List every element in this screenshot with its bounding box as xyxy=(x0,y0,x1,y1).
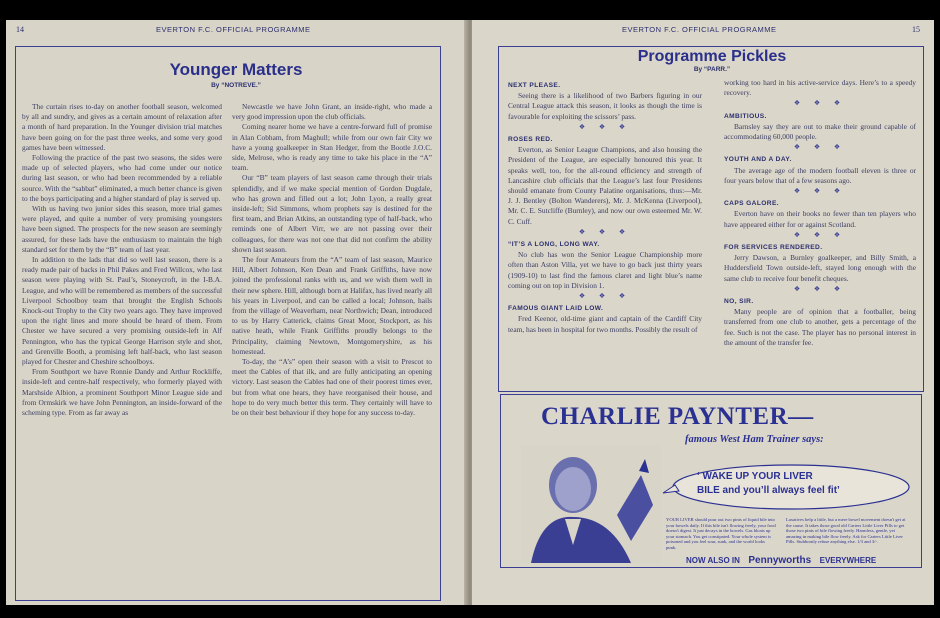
pickles-byline: By “PARR.” xyxy=(693,66,731,73)
star-divider: ❖ ❖ ❖ xyxy=(793,187,847,196)
article-column-2 xyxy=(232,102,432,418)
item-heading: NEXT PLEASE. xyxy=(508,82,561,89)
ad-body-left: YOUR LIVER should pour out two pints of liquid bile into your bowels daily. If this bile isn't flowing freely, your food doesn't digest. It just decays in the bowels. Gas bloats up your stomach. You get constipated. Your whole system is poisoned and you feel sour, sunk, and the world looks punk. xyxy=(666,517,776,550)
item-text: No club has won the Senior League Championship more often than Aston Villa, yet we have to go back just thirty years (1909-10) to last find the famous claret and light blue’s name coming out on top in Division 1. xyxy=(508,250,702,290)
item-heading: AMBITIOUS. xyxy=(724,112,767,120)
star-divider: ❖ ❖ ❖ xyxy=(578,227,632,236)
programme-spread xyxy=(6,20,934,605)
right-page xyxy=(472,20,934,605)
item-text: Seeing there is a likelihood of two Barbers figuring in our Central League attack this season, it looks as though the time is favourable for exploiting the scissors’ pass. xyxy=(508,91,702,121)
ad-footer-now: NOW ALSO IN xyxy=(686,556,740,565)
item-text: Everton, as Senior League Champions, and also housing the President of the League, are especially honoured this year. It speaks well, too, for the all-round efficiency and strength of Lancashire club officials that the League’s last four Presidents should emanate from County Palatine organisations, thus:—Mr. J. J. Bentley (Bolton Wanderers), Mr. J. McKenna (Liverpool), Mr. C. E. Sutcliffe (Burnley), and now our own esteemed Mr. W. C. Cuff. xyxy=(508,145,702,226)
item-heading: NO, SIR. xyxy=(724,298,754,306)
pickles-column-1 xyxy=(508,78,702,335)
page-number-left: 14 xyxy=(16,25,24,34)
pickles-title: Programme Pickles xyxy=(637,48,787,65)
ad-subheadline: famous West Ham Trainer says: xyxy=(685,434,824,445)
speech-line-1: ‘ WAKE UP YOUR LIVER xyxy=(697,471,813,482)
item-heading: YOUTH AND A DAY. xyxy=(724,156,792,164)
item-text: Barnsley say they are out to make their ground capable of accommodating 60,000 people. xyxy=(724,121,916,142)
paragraph: The curtain rises to-day on another football season, welcomed by all and sundry, and gives as a certain amount of relaxation after a month of hard preparation. In the Younger division trial matches have been going on for the past three weeks, and some very good games have been witnessed. xyxy=(22,102,222,152)
star-divider: ❖ ❖ ❖ xyxy=(793,230,847,239)
paragraph: Coming nearer home we have a centre-forward full of promise in Alan Cobham, from Maghull; while from our own fair City we have a young goalkeeper in Stan Hedger, from the Bootle J.O.C. side, Melrose, who is ready any time to take his place in the “A” team. xyxy=(232,122,432,173)
star-divider: ❖ ❖ ❖ xyxy=(793,284,847,293)
star-divider: ❖ ❖ ❖ xyxy=(578,292,632,301)
left-page xyxy=(6,20,468,605)
running-head-left: EVERTON F.C. OFFICIAL PROGRAMME xyxy=(156,25,311,34)
paragraph: From Southport we have Ronnie Dandy and Arthur Rockliffe, inside-left and centre-half respectively, who formerly played with Marshside Albion, a prominent Southport Minor League side and from Ormskirk we have John Pennington, an inside-forward of the scheming type. From as far away as xyxy=(22,367,222,418)
ad-footer-everywhere: EVERYWHERE xyxy=(819,556,877,565)
article-column-1 xyxy=(22,102,222,418)
paragraph: To-day, the “A’s” open their season with a visit to Prescot to meet the Cables of that ilk, and are fully anticipating an opening victory. Last season the Cables had one of their poorest times ever, but from what one hears, they have reorganised their house, and hope to do very much better this term. They certainly will have to be on their best behaviour if they hope for any success to-day. xyxy=(232,357,432,418)
paragraph: Newcastle we have John Grant, an inside-right, who made a very good impression upon the club officials. xyxy=(232,102,432,122)
speech-line-2: BILE and you’ll always feel fit’ xyxy=(697,485,840,496)
article-title: Younger Matters xyxy=(169,60,303,79)
item-text: Fred Keenor, old-time giant and captain of the Cardiff City team, has been in hospital for two months. Possibly the result of xyxy=(508,314,702,334)
speech-text xyxy=(697,470,840,498)
item-text: Many people are of opinion that a footballer, being transferred from one club to another, gets a percentage of the fee. Such is not the case. The player has no personal interest in the amount of the transfer fee. xyxy=(724,307,916,347)
star-divider: ❖ ❖ ❖ xyxy=(578,122,632,131)
paragraph: In addition to the lads that did so well last season, there is a ready made pair of backs in Phil Pakes and Fred Willcox, who last season were playing with St. Paul’s, Stoneycroft, in the I-B.A. League, and who will be remembered as members of the successful Liverpool Schoolboy team that brought the English Schools Knock-out Trophy to the City two years ago. They have improved upon the right lines and more should be heard of them. From Chester we have secured a very promising outside-left in Alf Pennington, who has the typical George Harrison style and shot, and Grenville Booth, a promising left half-back, who last season played for Chester and Cheshire schoolboys. xyxy=(22,255,222,367)
advertisement xyxy=(500,394,922,568)
paragraph: The four Amateurs from the “A” team of last season, Maurice Hill, Albert Johnson, Ken Dean and Frank Griffiths, have now joined the professional ranks with us, and we wish them well in their new sphere. Hill, although born at Halifax, has lived nearly all his years in Liverpool, and can be called a local; Johnson, hails from the village of Weaverham, near Northwich; Dean, introduced to us by Harry Catterick, claims Great Moor, Stockport, as his native heath, while Frank Griffiths proudly belongs to the Principality, claiming Newtown, Montgomeryshire, as his homestead. xyxy=(232,255,432,356)
page-number-right: 15 xyxy=(912,25,920,34)
item-heading: FOR SERVICES RENDERED. xyxy=(724,244,823,252)
ad-footer xyxy=(686,550,876,568)
ad-headline: CHARLIE PAYNTER— xyxy=(541,403,814,430)
paragraph: Following the practice of the past two seasons, the sides were made up of selected players, who had come under our notice during last season, or who had been recommended by a reliable source. With the “sabbat” eliminated, a much better chance is given to the boys participating and a higher standard of play is served up. xyxy=(22,153,222,203)
ad-body-right: Laxatives help a little, but a mere bowel movement doesn't get at the cause. It takes those good old Carters Little Liver Pills to get those two pints of bile flowing freely. Harmless, gentle, yet amazing in making bile flow freely. Ask for Carters Little Liver Pills. Stubbornly refuse anything else. 1/3 and 3/-. xyxy=(786,517,906,545)
pickles-column-2 xyxy=(724,78,916,348)
ad-footer-pennyworths: Pennyworths xyxy=(748,555,812,566)
item-text: Everton have on their books no fewer than ten players who have appeared either for or against Scotland. xyxy=(724,209,916,229)
paragraph: With us having two junior sides this season, more trial games were played, and quite a number of very promising youngsters have been signed. The prospects for the new season are seemingly assured, for these lads have the enthusiasm to maintain the high standard set for them by the “B” team of last year. xyxy=(22,204,222,254)
item-heading: CAPS GALORE. xyxy=(724,200,779,208)
running-head-right: EVERTON F.C. OFFICIAL PROGRAMME xyxy=(622,25,777,34)
trainer-portrait-image xyxy=(521,445,661,563)
item-heading: ROSES RED. xyxy=(508,136,553,144)
article-byline: By “NOTREVE.” xyxy=(211,82,261,89)
paragraph: Our “B” team players of last season came through their trials splendidly, and if we make special mention of Gordon Dugdale, who has grown and filled out a lot; John Lyon, a really great inside-left; Sid Simmons, whom prophets say is destined for the first team, and Brian Atkins, an outstanding type of half-back, who reminds one of Albert Virr, we are not passing over their colleagues, for there was not one that did not confirm the ability shown last season. xyxy=(232,173,432,254)
item-heading: FAMOUS GIANT LAID LOW. xyxy=(508,305,604,313)
item-heading: “IT’S A LONG, LONG WAY. xyxy=(508,241,600,249)
item-text: Jerry Dawson, a Burnley goalkeeper, and Billy Smith, a Huddersfield Town outside-left, stayed long enough with the same club to receive four benefit cheques. xyxy=(724,253,916,283)
item-text: working too hard in his active-service days. Here’s to a speedy recovery. xyxy=(724,78,916,98)
item-text: The average age of the modern football eleven is three or four years below that of a few seasons ago. xyxy=(724,165,916,185)
star-divider: ❖ ❖ ❖ xyxy=(793,99,847,108)
star-divider: ❖ ❖ ❖ xyxy=(793,143,847,152)
